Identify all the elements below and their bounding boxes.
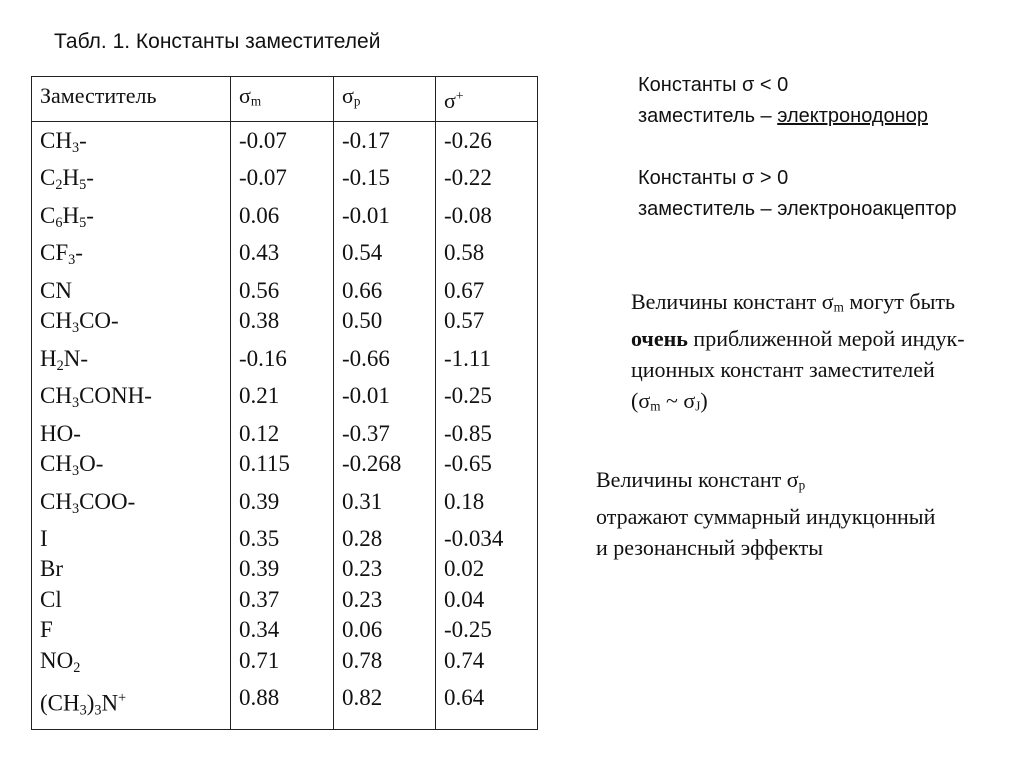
sigma-plus-cell: -0.034 — [436, 524, 538, 555]
table-row — [32, 381, 538, 418]
substituent-cell: Br — [32, 554, 231, 585]
header-sigma-plus: σ+ — [436, 77, 538, 122]
sigma-m-cell: 0.12 — [231, 419, 334, 450]
sigma-p-cell: 0.66 — [334, 276, 436, 307]
sigma-plus-cell: -0.25 — [436, 615, 538, 646]
sigma-p-cell: 0.54 — [334, 238, 436, 275]
table-row — [32, 585, 538, 616]
sigma-plus-cell: -0.22 — [436, 163, 538, 200]
table-row — [32, 524, 538, 555]
sigma-plus-cell: 0.67 — [436, 276, 538, 307]
note2-line2-rest: приближенной мерой индук- — [687, 325, 965, 351]
header-substituent: Заместитель — [32, 77, 231, 122]
sigma-plus-cell: 0.57 — [436, 306, 538, 343]
sigma-sign-note — [638, 70, 957, 225]
sigma-p-cell: -0.66 — [334, 344, 436, 381]
table-row — [32, 554, 538, 585]
sigma-p-cell: -0.268 — [334, 449, 436, 486]
sigma-p-cell: 0.23 — [334, 585, 436, 616]
sigma-p-cell: -0.01 — [334, 381, 436, 418]
sigma-m-cell: 0.39 — [231, 487, 334, 524]
substituent-cell: $H_2N-$ — [32, 344, 231, 381]
note2-bold-word: очень — [631, 325, 688, 351]
table-row — [32, 276, 538, 307]
table-row — [32, 163, 538, 200]
sigma-plus-cell: 0.04 — [436, 585, 538, 616]
sigma-m-cell: 0.39 — [231, 554, 334, 585]
sigma-p-note — [596, 464, 935, 563]
sigma-plus-cell: -0.65 — [436, 449, 538, 486]
sigma-m-cell: -0.07 — [231, 121, 334, 163]
note3-line3: и резонансный эффекты — [596, 534, 824, 560]
sigma-m-cell: 0.35 — [231, 524, 334, 555]
sigma-m-cell: 0.37 — [231, 585, 334, 616]
substituent-cell: $CH_3CO-$ — [32, 306, 231, 343]
sigma-m-cell: 0.88 — [231, 683, 334, 729]
table-row — [32, 306, 538, 343]
note-acceptor-line: заместитель – электроноакцептор — [638, 198, 957, 220]
substituent-cell: F — [32, 615, 231, 646]
sigma-m-cell: 0.06 — [231, 201, 334, 238]
note3-line2: отражают суммарный индукцонный — [596, 503, 936, 529]
substituent-cell: CN — [32, 276, 231, 307]
note-negative-sigma: Константы σ < 0 — [638, 74, 789, 96]
table-row — [32, 344, 538, 381]
substituent-constants-table — [31, 76, 538, 730]
sigma-p-cell: -0.15 — [334, 163, 436, 200]
sigma-plus-cell: 0.02 — [436, 554, 538, 585]
sigma-m-cell: -0.16 — [231, 344, 334, 381]
sigma-p-cell: 0.50 — [334, 306, 436, 343]
sigma-m-cell: 0.21 — [231, 381, 334, 418]
table-row — [32, 449, 538, 486]
sigma-p-cell: 0.78 — [334, 646, 436, 683]
sigma-plus-cell: -0.26 — [436, 121, 538, 163]
sigma-p-cell: -0.01 — [334, 201, 436, 238]
sigma-plus-cell: 0.58 — [436, 238, 538, 275]
sigma-plus-cell: -0.25 — [436, 381, 538, 418]
table-row — [32, 238, 538, 275]
substituent-cell: $CH_3COO-$ — [32, 487, 231, 524]
sigma-m-note — [631, 286, 965, 421]
sigma-p-cell: 0.82 — [334, 683, 436, 729]
table-header-row — [32, 77, 538, 122]
substituent-cell: $CH_3O-$ — [32, 449, 231, 486]
substituent-cell: $(CH_3)_3N^+$ — [32, 683, 231, 729]
sigma-m-cell: 0.71 — [231, 646, 334, 683]
substituent-cell: $C_6H_5-$ — [32, 201, 231, 238]
table-row — [32, 487, 538, 524]
table-row — [32, 683, 538, 729]
note2-line4: (σm ~ σJ) — [631, 387, 708, 414]
table-row — [32, 646, 538, 683]
table-row — [32, 201, 538, 238]
sigma-plus-cell: 0.18 — [436, 487, 538, 524]
sigma-plus-cell: 0.64 — [436, 683, 538, 729]
table-row — [32, 419, 538, 450]
sigma-m-cell: -0.07 — [231, 163, 334, 200]
donor-prefix: заместитель – — [638, 105, 778, 127]
note2-line1: Величины констант σm могут быть — [631, 289, 956, 315]
substituent-cell: $CH_3-$ — [32, 121, 231, 163]
table-row — [32, 121, 538, 163]
substituent-cell: HO- — [32, 419, 231, 450]
table-title: Табл. 1. Константы заместителей — [54, 30, 381, 53]
header-sigma-m: σm — [231, 77, 334, 122]
note2-line2 — [631, 323, 965, 354]
substituent-cell: $CH_3CONH-$ — [32, 381, 231, 418]
substituent-cell: Cl — [32, 585, 231, 616]
substituent-cell: I — [32, 524, 231, 555]
sigma-p-cell: 0.23 — [334, 554, 436, 585]
donor-term: электронодонор — [777, 105, 928, 127]
sigma-plus-cell: -0.85 — [436, 419, 538, 450]
sigma-plus-cell: -1.11 — [436, 344, 538, 381]
note-donor-line — [638, 101, 957, 132]
sigma-m-cell: 0.56 — [231, 276, 334, 307]
sigma-p-cell: 0.31 — [334, 487, 436, 524]
sigma-m-cell: 0.34 — [231, 615, 334, 646]
note2-line3: ционных констант заместителей — [631, 356, 935, 382]
table-row — [32, 615, 538, 646]
note3-line1: Величины констант σp — [596, 467, 806, 493]
substituent-cell: $CF_3-$ — [32, 238, 231, 275]
note-positive-sigma: Константы σ > 0 — [638, 167, 789, 189]
header-sigma-p: σp — [334, 77, 436, 122]
sigma-p-cell: 0.06 — [334, 615, 436, 646]
sigma-p-cell: -0.17 — [334, 121, 436, 163]
sigma-p-cell: 0.28 — [334, 524, 436, 555]
sigma-plus-cell: -0.08 — [436, 201, 538, 238]
sigma-plus-cell: 0.74 — [436, 646, 538, 683]
sigma-m-cell: 0.43 — [231, 238, 334, 275]
sigma-m-cell: 0.38 — [231, 306, 334, 343]
substituent-cell: $C_2H_5-$ — [32, 163, 231, 200]
substituent-cell: $NO_2$ — [32, 646, 231, 683]
sigma-m-cell: 0.115 — [231, 449, 334, 486]
sigma-p-cell: -0.37 — [334, 419, 436, 450]
